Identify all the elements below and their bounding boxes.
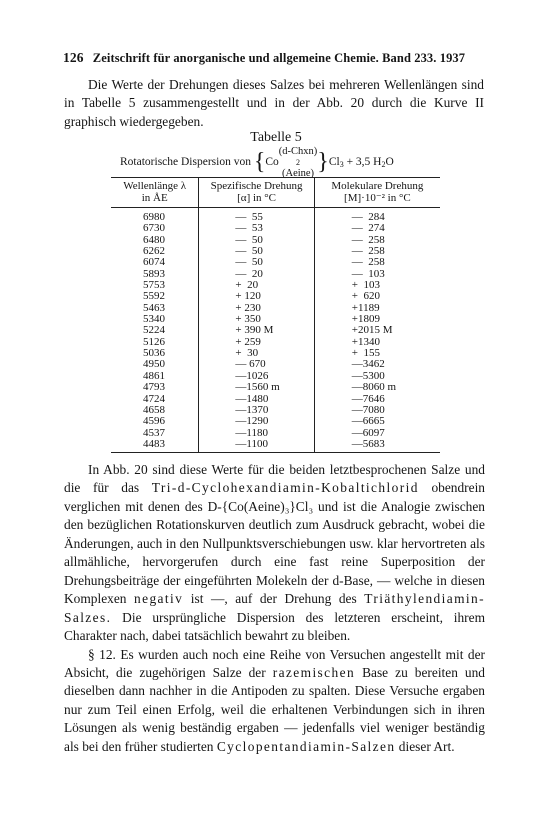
wavelength-cell: 4724 bbox=[111, 394, 199, 405]
molecular-rotation-cell: —7646 bbox=[351, 392, 385, 405]
paragraph-1: In Abb. 20 sind diese Werte für die beiden letztbesprochenen Salze und die für das Tri-d-Cyclohexandiamin-Kobaltichlorid obendrein verglichen mit denen des D-{Co(Aeine)₃}Cl₃ und ist die Analogie zwischen den bezüglichen Rotationskurven deutlich zum Ausdruck gebracht, wobei die Änderungen, auch in den Nullpunktsverschiebungen usw. klar hervortreten als allmähliche, hervorgerufen durch eine fast reine Superposition der Drehungsbeiträge der eingeführten Molekeln der d-Base, — welche in diesen Komplexen negativ ist —, auf der Drehung des Triäthylendiamin-Salzes. Die ursprüngliche Dispersion des letzteren erscheint, ihrem Charakter nach, dabei tatsächlich bewahrt zu bleiben. bbox=[64, 462, 485, 644]
table-row bbox=[111, 382, 440, 393]
specific-rotation-cell: — 670 bbox=[199, 359, 314, 370]
molecular-rotation-cell: +1809 bbox=[351, 313, 380, 326]
wavelength-cell: 4537 bbox=[111, 428, 199, 439]
table-row bbox=[111, 439, 440, 453]
molecular-rotation-cell: — 274 bbox=[351, 222, 385, 235]
specific-rotation-cell: — 50 bbox=[199, 257, 314, 268]
wavelength-cell: 5463 bbox=[111, 303, 199, 314]
formula-cl-sub: 3 bbox=[339, 160, 344, 170]
wavelength-cell: 5592 bbox=[111, 291, 199, 302]
molecular-rotation-cell: —6097 bbox=[351, 426, 385, 439]
specific-rotation-cell: + 20 bbox=[199, 280, 314, 291]
specific-rotation-cell: —1180 bbox=[199, 428, 314, 439]
page-number: 126 bbox=[63, 50, 84, 65]
molecular-rotation-cell: —8060 m bbox=[351, 381, 397, 394]
molecular-rotation-cell: — 258 bbox=[351, 233, 385, 246]
wavelength-cell: 5224 bbox=[111, 325, 199, 336]
wavelength-cell: 6262 bbox=[111, 246, 199, 257]
molecular-rotation-cell: —5300 bbox=[351, 369, 385, 382]
header-molecular-rotation: Molekulare Drehung [M]·10⁻² in °C bbox=[314, 178, 440, 208]
wavelength-cell: 5753 bbox=[111, 280, 199, 291]
running-title: Zeitschrift für anorganische und allgemeine Chemie. Band 233. 1937 bbox=[92, 51, 466, 65]
specific-rotation-cell: + 230 bbox=[199, 303, 314, 314]
specific-rotation-cell: + 259 bbox=[199, 337, 314, 348]
wavelength-cell: 4861 bbox=[111, 371, 199, 382]
table-caption: Tabelle 5 bbox=[250, 130, 302, 145]
specific-rotation-cell: —1290 bbox=[199, 416, 314, 427]
wavelength-cell: 4793 bbox=[111, 382, 199, 393]
specific-rotation-cell: — 20 bbox=[199, 269, 314, 280]
wavelength-cell: 4658 bbox=[111, 405, 199, 416]
formula-bottom: (Aeine) bbox=[281, 168, 315, 179]
wavelength-cell: 4596 bbox=[111, 416, 199, 427]
wavelength-cell: 6074 bbox=[111, 257, 199, 268]
molecular-rotation-cell: —7080 bbox=[351, 403, 385, 416]
wavelength-cell: 4483 bbox=[111, 439, 199, 453]
formula-co: Co bbox=[265, 156, 279, 169]
molecular-rotation-cell: — 258 bbox=[351, 256, 385, 269]
specific-rotation-cell: —1560 m bbox=[199, 382, 314, 393]
running-header bbox=[63, 50, 465, 66]
molecular-rotation-cell: —5683 bbox=[314, 439, 440, 453]
table-row bbox=[111, 208, 440, 224]
formula-ligand-stack bbox=[279, 146, 318, 179]
specific-rotation-cell: —1100 bbox=[199, 439, 314, 453]
specific-rotation-cell: + 120 bbox=[199, 291, 314, 302]
molecular-rotation-cell: — 284 bbox=[351, 211, 385, 223]
subtitle-prefix: Rotatorische Dispersion von bbox=[120, 156, 251, 169]
specific-rotation-cell: + 350 bbox=[199, 314, 314, 325]
intro-paragraph bbox=[64, 76, 484, 131]
wavelength-cell: 4950 bbox=[111, 359, 199, 370]
table-header-row bbox=[111, 178, 440, 208]
specific-rotation-cell: —1370 bbox=[199, 405, 314, 416]
specific-rotation-cell: + 30 bbox=[199, 348, 314, 359]
body-text bbox=[64, 461, 485, 756]
table-row bbox=[111, 223, 440, 234]
specific-rotation-cell: + 390 M bbox=[199, 325, 314, 336]
close-brace: } bbox=[317, 149, 329, 176]
molecular-rotation-cell: + 155 bbox=[351, 347, 380, 360]
formula-top: (d-Chxn) bbox=[278, 146, 318, 157]
wavelength-cell: 5036 bbox=[111, 348, 199, 359]
molecular-rotation-cell: — 103 bbox=[351, 267, 385, 280]
formula-top-sub: 2 bbox=[296, 158, 301, 167]
molecular-rotation-cell: —3462 bbox=[351, 358, 385, 371]
molecular-rotation-cell: + 620 bbox=[351, 290, 380, 303]
formula-o: O bbox=[385, 156, 394, 169]
specific-rotation-cell: —1480 bbox=[199, 394, 314, 405]
open-brace: { bbox=[253, 149, 266, 176]
wavelength-cell: 5126 bbox=[111, 337, 199, 348]
formula-cl: Cl bbox=[328, 156, 340, 169]
formula-h-sub: 2 bbox=[381, 160, 386, 170]
specific-rotation-cell: — 50 bbox=[199, 246, 314, 257]
intro-text: Die Werte der Drehungen dieses Salzes bei mehreren Wellenlängen sind in Tabelle 5 zusammengestellt und in der Abb. 20 durch die Kurve II graphisch wiedergegeben. bbox=[64, 77, 484, 129]
molecular-rotation-cell: +1189 bbox=[351, 301, 380, 314]
dispersion-table bbox=[111, 177, 440, 453]
table-subtitle bbox=[120, 146, 394, 179]
specific-rotation-cell: — 55 bbox=[199, 208, 314, 224]
wavelength-cell: 6480 bbox=[111, 235, 199, 246]
header-wavelength: Wellenlänge λ in ÅE bbox=[111, 178, 199, 208]
molecular-rotation-cell: —6665 bbox=[351, 415, 385, 428]
specific-rotation-cell: — 53 bbox=[199, 223, 314, 234]
wavelength-cell: 6980 bbox=[111, 208, 199, 224]
molecular-rotation-cell: + 103 bbox=[351, 279, 380, 292]
formula-suffix: + 3,5 H bbox=[343, 156, 382, 169]
wavelength-cell: 5893 bbox=[111, 269, 199, 280]
specific-rotation-cell: — 50 bbox=[199, 235, 314, 246]
wavelength-cell: 6730 bbox=[111, 223, 199, 234]
specific-rotation-cell: —1026 bbox=[199, 371, 314, 382]
wavelength-cell: 5340 bbox=[111, 314, 199, 325]
paragraph-2: § 12. Es wurden auch noch eine Reihe von Versuchen angestellt mit der Absicht, die zugehörigen Salze der razemischen Base zu bereiten und dieselben dann nachher in die Antipoden zu spalten. Diese Versuche ergaben nur zum Teil einen Erfolg, weil die erhaltenen Verbindungen sich in ihren Lösungen als wenig beständig ergaben — jedenfalls viel weniger beständig als bei den früher studierten Cyclopentandiamin-Salzen dieser Art. bbox=[64, 646, 486, 754]
header-specific-rotation: Spezifische Drehung [α] in °C bbox=[199, 178, 314, 208]
molecular-rotation-cell: +1340 bbox=[351, 335, 380, 348]
molecular-rotation-cell: — 258 bbox=[351, 245, 385, 258]
table-row bbox=[111, 416, 440, 427]
molecular-rotation-cell: +2015 M bbox=[351, 324, 393, 337]
